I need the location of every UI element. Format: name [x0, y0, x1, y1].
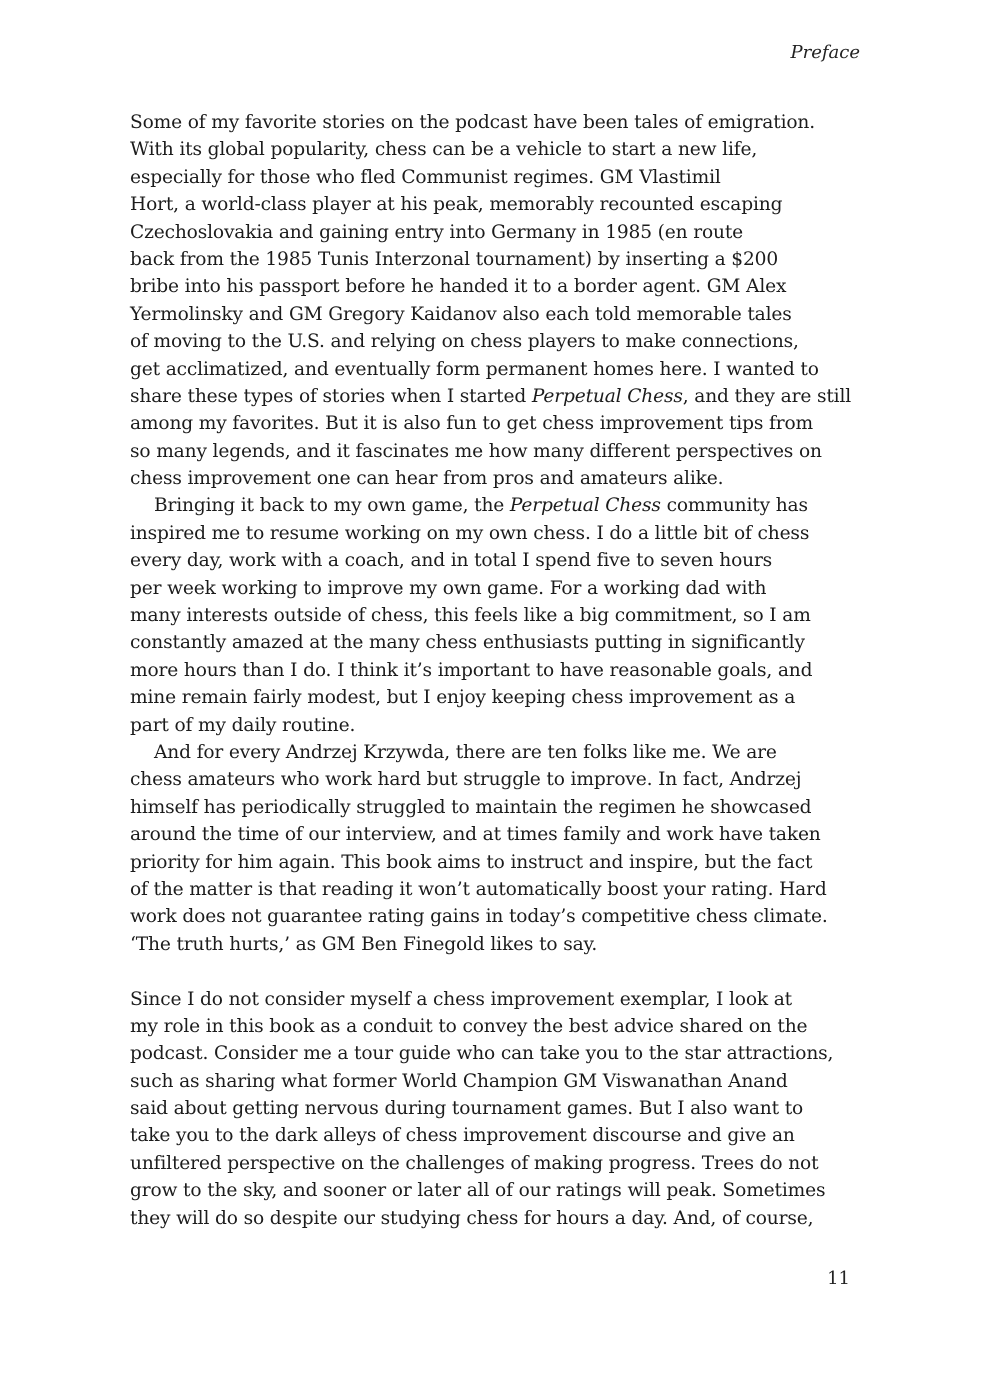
text-run: get acclimatized, and eventually form permanent homes here. I wanted to [130, 358, 819, 380]
text-run: bribe into his passport before he handed it to a border agent. GM Alex [130, 276, 787, 298]
text-run: community has [660, 495, 808, 517]
text-run: Some of my favorite stories on the podcast have been tales of emigration. [130, 112, 815, 133]
paragraph [130, 739, 866, 958]
text-run: part of my daily routine. [130, 714, 356, 736]
text-line [130, 1095, 866, 1122]
text-line [130, 876, 866, 903]
text-run: grow to the sky, and sooner or later all of our ratings will peak. Sometimes [130, 1180, 826, 1202]
text-run: Bringing it back to my own game, the [154, 495, 510, 517]
text-run: And for every Andrzej Krzywda, there are ten folks like me. We are [154, 741, 777, 763]
text-run: , and they are still [682, 385, 852, 407]
text-run: unfiltered perspective on the challenges of making progress. Trees do not [130, 1152, 819, 1174]
text-run: such as sharing what former World Champion GM Viswanathan Anand [130, 1070, 788, 1092]
text-line [130, 191, 866, 218]
text-line [130, 383, 866, 410]
text-line [130, 1068, 866, 1095]
text-line [130, 219, 866, 246]
text-run: per week working to improve my own game. For a working dad with [130, 577, 767, 599]
page-number: 11 [827, 1268, 850, 1289]
text-line [130, 602, 866, 629]
text-line [130, 520, 866, 547]
italic-title: Perpetual Chess [531, 385, 683, 407]
text-run: of the matter is that reading it won’t automatically boost your rating. Hard [130, 878, 827, 900]
text-run: podcast. Consider me a tour guide who can take you to the star attractions, [130, 1043, 834, 1065]
running-head: Preface [790, 42, 860, 63]
text-run: every day, work with a coach, and in total I spend five to seven hours [130, 550, 773, 572]
text-run: said about getting nervous during tournament games. But I also want to [130, 1098, 804, 1120]
text-line [130, 986, 866, 1013]
text-line [130, 629, 866, 656]
text-run: chess improvement one can hear from pros and amateurs alike. [130, 468, 724, 490]
text-line [130, 1040, 866, 1067]
italic-title: Perpetual Chess [509, 495, 661, 517]
text-run: With its global popularity, chess can be a vehicle to start a new life, [130, 139, 758, 161]
text-run: constantly amazed at the many chess enthusiasts putting in significantly [130, 632, 805, 654]
text-run: take you to the dark alleys of chess improvement discourse and give an [130, 1125, 795, 1147]
text-run: Since I do not consider myself a chess improvement exemplar, I look at [130, 988, 792, 1010]
text-run: they will do so despite our studying chess for hours a day. And, of course, [130, 1207, 814, 1229]
text-run: chess amateurs who work hard but struggle to improve. In fact, Andrzej [130, 769, 802, 791]
text-run: Czechoslovakia and gaining entry into Germany in 1985 (en route [130, 221, 744, 243]
text-line [130, 1122, 866, 1149]
text-line [130, 109, 866, 136]
text-line [130, 766, 866, 793]
text-line [130, 356, 866, 383]
text-line [130, 465, 866, 492]
text-line [130, 136, 866, 163]
text-line [130, 931, 866, 958]
text-run: more hours than I do. I think it’s important to have reasonable goals, and [130, 659, 813, 681]
text-line [130, 903, 866, 930]
text-run: mine remain fairly modest, but I enjoy keeping chess improvement as a [130, 687, 796, 709]
text-line [130, 246, 866, 273]
text-line [130, 328, 866, 355]
text-run: of moving to the U.S. and relying on chess players to make connections, [130, 331, 799, 353]
text-run: around the time of our interview, and at times family and work have taken [130, 824, 821, 846]
text-run: work does not guarantee rating gains in today’s competitive chess climate. [130, 906, 828, 928]
text-run: Yermolinsky and GM Gregory Kaidanov also each told memorable tales [130, 303, 792, 325]
text-run: inspired me to resume working on my own chess. I do a little bit of chess [130, 522, 810, 544]
text-line [130, 821, 866, 848]
text-line [130, 657, 866, 684]
text-run: among my favorites. But it is also fun to get chess improvement tips from [130, 413, 813, 435]
text-run: share these types of stories when I started [130, 385, 532, 407]
text-line [130, 739, 866, 766]
text-line [130, 410, 866, 437]
text-run: my role in this book as a conduit to convey the best advice shared on the [130, 1015, 808, 1037]
text-line [130, 684, 866, 711]
text-run: ‘The truth hurts,’ as GM Ben Finegold likes to say. [130, 933, 598, 955]
text-line [130, 1205, 866, 1232]
text-run: Hort, a world-class player at his peak, memorably recounted escaping [130, 194, 783, 216]
paragraph [130, 986, 866, 1233]
text-run: back from the 1985 Tunis Interzonal tournament) by inserting a $200 [130, 248, 779, 270]
text-line [130, 164, 866, 191]
section-break [130, 958, 866, 985]
paragraph [130, 492, 866, 739]
text-line [130, 712, 866, 739]
text-line [130, 794, 866, 821]
text-run: priority for him again. This book aims to instruct and inspire, but the fact [130, 851, 813, 873]
text-line [130, 301, 866, 328]
text-line [130, 1013, 866, 1040]
text-run: himself has periodically struggled to maintain the regimen he showcased [130, 796, 812, 818]
text-line [130, 438, 866, 465]
text-line [130, 1150, 866, 1177]
text-line [130, 849, 866, 876]
text-run: especially for those who fled Communist regimes. GM Vlastimil [130, 166, 721, 188]
text-line [130, 547, 866, 574]
text-line [130, 1177, 866, 1204]
body-text [130, 109, 866, 1232]
text-line [130, 492, 866, 519]
text-run: many interests outside of chess, this feels like a big commitment, so I am [130, 605, 811, 627]
text-line [130, 575, 866, 602]
paragraph [130, 109, 866, 492]
text-run: so many legends, and it fascinates me how many different perspectives on [130, 440, 822, 462]
text-line [130, 273, 866, 300]
